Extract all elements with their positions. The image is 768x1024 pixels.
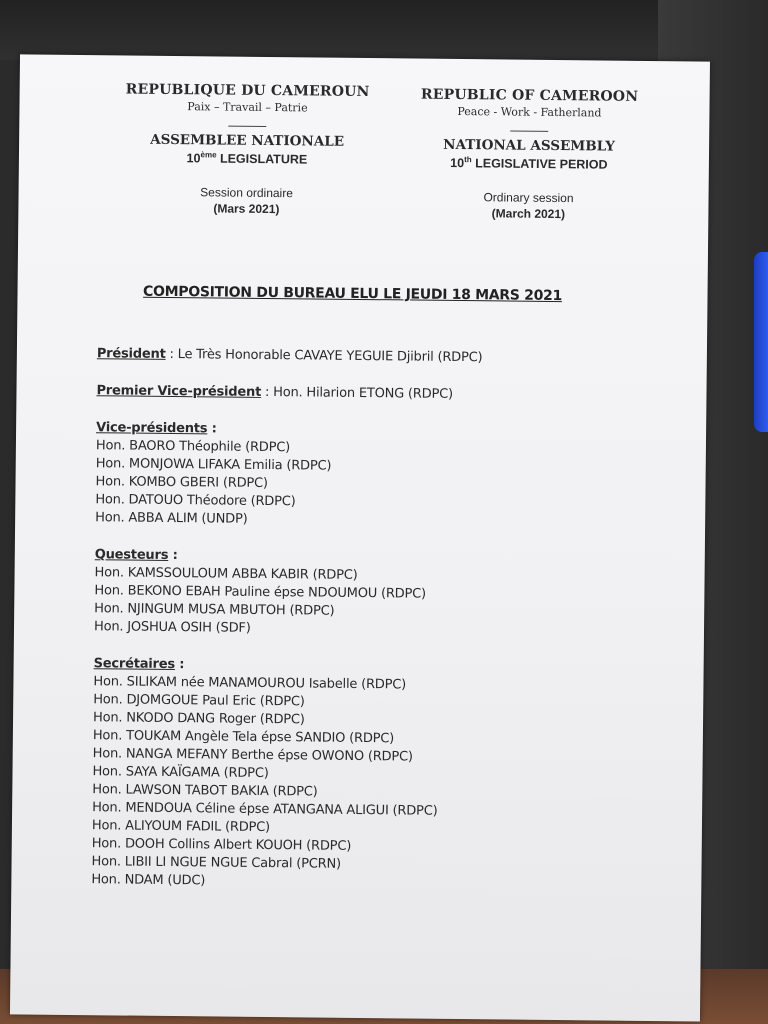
- session-date-en: (March 2021): [491, 206, 566, 222]
- list-item: Hon. BAORO Théophile (RDPC): [95, 438, 291, 456]
- list-item: Hon. BEKONO EBAH Pauline épse NDOUMOU (RDPC): [94, 583, 426, 602]
- president-name: : Le Très Honorable CAVAYE YEGUIE Djibril (RDPC): [165, 346, 483, 366]
- secretaires-heading: Secrétaires :: [93, 656, 185, 673]
- list-item: Hon. DATOUO Théodore (RDPC): [95, 492, 296, 510]
- first-vp-label: Premier Vice-président: [96, 383, 262, 400]
- list-item: Hon. MENDOUA Céline épse ATANGANA ALIGUI (RDPC): [92, 800, 438, 819]
- list-item: Hon. KOMBO GBERI (RDPC): [95, 474, 268, 492]
- background-top: [0, 0, 768, 60]
- list-item: Hon. NJINGUM MUSA MBUTOH (RDPC): [94, 601, 335, 619]
- assembly-name-en: NATIONAL ASSEMBLY: [443, 136, 616, 155]
- list-item: Hon. NKODO DANG Roger (RDPC): [92, 710, 305, 728]
- list-item: Hon. NANGA MEFANY Berthe épse OWONO (RDPC): [92, 746, 413, 765]
- session-date-fr: (Mars 2021): [213, 201, 280, 217]
- motto-en: Peace - Work - Fatherland: [457, 104, 602, 120]
- country-name-fr: REPUBLIQUE DU CAMEROUN: [125, 81, 370, 101]
- list-item: Hon. JOSHUA OSIH (SDF): [93, 619, 251, 636]
- header-french: [76, 81, 417, 218]
- document-body: [91, 345, 677, 895]
- document-page: [10, 54, 710, 1021]
- header-divider: [228, 126, 266, 127]
- motto-fr: Paix – Travail – Patrie: [187, 100, 308, 115]
- session-en: Ordinary session: [483, 190, 574, 206]
- president-label: Président: [96, 346, 166, 362]
- assembly-name-fr: ASSEMBLEE NATIONALE: [150, 131, 345, 150]
- document-title: COMPOSITION DU BUREAU ELU LE JEUDI 18 MARS 2021: [143, 283, 563, 305]
- list-item: Hon. NDAM (UDC): [91, 872, 206, 889]
- session-fr: Session ordinaire: [200, 185, 294, 201]
- list-item: Hon. LIBII LI NGUE NGUE Cabral (PCRN): [91, 854, 341, 872]
- list-item: Hon. ALIYOUM FADIL (RDPC): [91, 818, 271, 836]
- first-vp-name: : Hon. Hilarion ETONG (RDPC): [261, 384, 453, 402]
- header-divider: [510, 131, 548, 132]
- list-item: Hon. DJOMGOUE Paul Eric (RDPC): [93, 692, 305, 710]
- list-item: Hon. DOOH Collins Albert KOUOH (RDPC): [91, 836, 352, 854]
- list-item: Hon. MONJOWA LIFAKA Emilia (RDPC): [95, 456, 332, 474]
- list-item: Hon. SILIKAM née MANAMOUROU Isabelle (RDPC): [93, 674, 407, 693]
- vice-presidents-heading: Vice-présidents :: [96, 420, 217, 437]
- country-name-en: REPUBLIC OF CAMEROON: [420, 86, 639, 105]
- list-item: Hon. KAMSSOULOUM ABBA KABIR (RDPC): [94, 565, 358, 583]
- questeurs-heading: Questeurs :: [94, 547, 178, 564]
- list-item: Hon. ABBA ALIM (UNDP): [95, 510, 248, 527]
- legislature-fr: 10ème LEGISLATURE: [186, 150, 308, 167]
- header-english: [378, 86, 679, 222]
- legislature-en: 10th LEGISLATIVE PERIOD: [450, 155, 608, 172]
- list-item: Hon. SAYA KAÏGAMA (RDPC): [92, 764, 269, 782]
- blue-pen-object: [754, 252, 768, 432]
- list-item: Hon. LAWSON TABOT BAKIA (RDPC): [92, 782, 318, 800]
- list-item: Hon. TOUKAM Angèle Tela épse SANDIO (RDPC): [92, 728, 395, 747]
